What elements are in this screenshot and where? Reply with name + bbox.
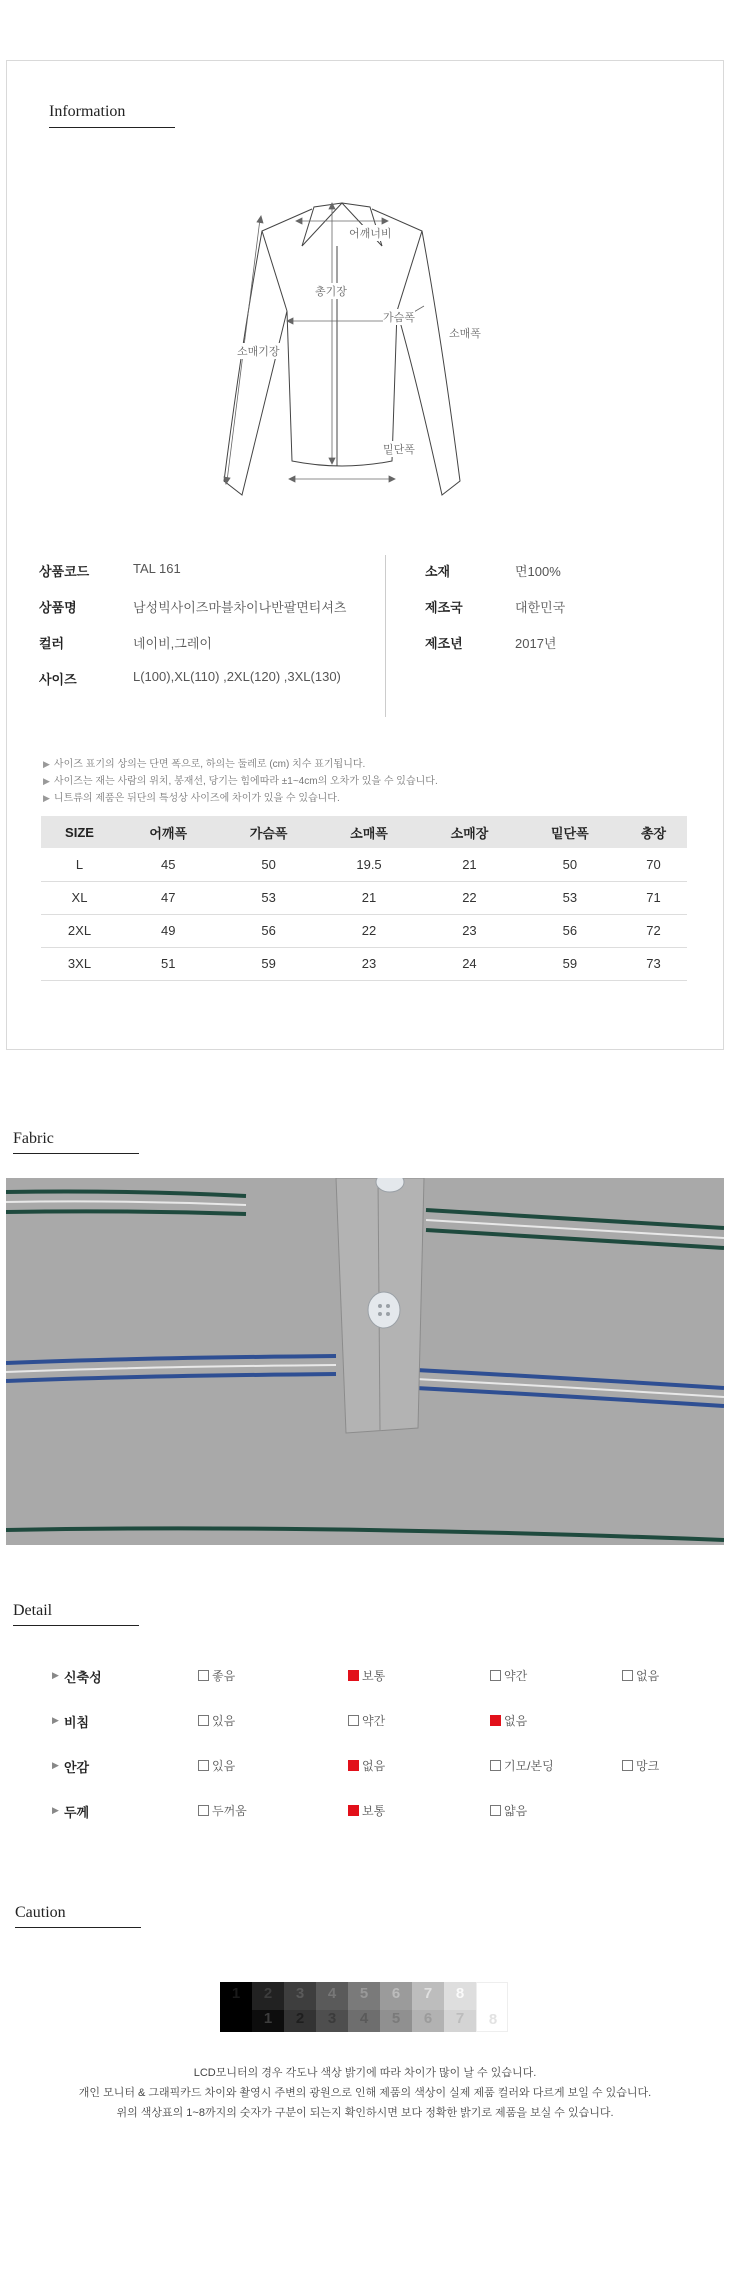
triangle-icon: ▶ bbox=[52, 1715, 59, 1725]
option-label: 망크 bbox=[636, 1759, 660, 1773]
spec-value: L(100),XL(110) ,2XL(120) ,3XL(130) bbox=[133, 669, 341, 684]
size-note bbox=[43, 755, 365, 770]
spec-label: 제조국 bbox=[425, 600, 463, 615]
swatch-cell bbox=[380, 1982, 412, 2032]
table-cell: 50 bbox=[520, 848, 620, 881]
label-sleeve-width: 소매폭 bbox=[449, 325, 481, 341]
header-cell: 총장 bbox=[620, 816, 687, 848]
size-note-text: 사이즈는 재는 사람의 위치, 봉재선, 당기는 힘에따라 ±1~4cm의 오차가 있을 수 있습니다. bbox=[53, 776, 438, 787]
swatch-number: 6 bbox=[391, 1985, 401, 2002]
size-note-text: 니트류의 제품은 뒤단의 특성상 사이즈에 차이가 있을 수 있습니다. bbox=[53, 793, 340, 804]
table-row bbox=[41, 848, 687, 881]
option-checkbox[interactable] bbox=[490, 1757, 554, 1774]
triangle-icon: ▶ bbox=[43, 759, 50, 769]
triangle-icon: ▶ bbox=[52, 1670, 59, 1680]
size-table bbox=[41, 816, 687, 981]
label-shoulder: 어깨너비 bbox=[347, 225, 394, 241]
spec-value: 남성빅사이즈마블차이나반팔면티셔츠 bbox=[133, 600, 347, 615]
table-cell: 72 bbox=[620, 914, 687, 947]
fabric-title-underline bbox=[13, 1153, 139, 1154]
spec-value: 면100% bbox=[515, 564, 561, 579]
option-checkbox[interactable] bbox=[198, 1712, 235, 1729]
option-checkbox[interactable] bbox=[348, 1712, 385, 1729]
spec-value: 2017년 bbox=[515, 636, 557, 651]
swatch-number: 7 bbox=[423, 1985, 433, 2002]
information-title-underline bbox=[49, 127, 175, 128]
option-label: 없음 bbox=[636, 1669, 660, 1683]
spec-label: 상품명 bbox=[39, 600, 77, 615]
option-checkbox[interactable] bbox=[490, 1802, 527, 1819]
table-cell: 70 bbox=[620, 848, 687, 881]
table-cell: 59 bbox=[218, 947, 318, 980]
size-note bbox=[43, 772, 438, 787]
swatch-cell bbox=[348, 1982, 380, 2032]
swatch-cell bbox=[252, 1982, 284, 2032]
table-cell: 24 bbox=[419, 947, 519, 980]
detail-label: 두께 bbox=[64, 1805, 90, 1820]
table-cell: L bbox=[41, 848, 118, 881]
table-cell: XL bbox=[41, 881, 118, 914]
option-label: 없음 bbox=[504, 1714, 528, 1728]
detail-label: 비침 bbox=[64, 1715, 90, 1730]
spec-label: 제조년 bbox=[425, 636, 463, 651]
option-checkbox[interactable] bbox=[490, 1667, 527, 1684]
option-label: 있음 bbox=[212, 1714, 236, 1728]
table-cell: 49 bbox=[118, 914, 218, 947]
option-label: 얇음 bbox=[504, 1804, 528, 1818]
table-cell: 56 bbox=[218, 914, 318, 947]
table-row bbox=[41, 947, 687, 980]
header-cell: 어깨폭 bbox=[118, 816, 218, 848]
table-cell: 23 bbox=[419, 914, 519, 947]
table-row bbox=[41, 914, 687, 947]
spec-value: 네이비,그레이 bbox=[133, 636, 212, 651]
option-checkbox[interactable] bbox=[622, 1667, 659, 1684]
table-cell: 21 bbox=[419, 848, 519, 881]
option-checkbox[interactable] bbox=[490, 1712, 527, 1729]
table-cell: 3XL bbox=[41, 947, 118, 980]
detail-label: 안감 bbox=[64, 1760, 90, 1775]
table-cell: 47 bbox=[118, 881, 218, 914]
swatch-cell bbox=[412, 1982, 444, 2032]
spec-label: 사이즈 bbox=[39, 672, 77, 687]
swatch-number: 3 bbox=[295, 1985, 305, 2002]
table-cell: 56 bbox=[520, 914, 620, 947]
swatch-number: 2 bbox=[263, 1985, 273, 2002]
option-checkbox[interactable] bbox=[198, 1667, 235, 1684]
caution-text: 위의 색상표의 1~8까지의 숫자가 구분이 되는지 확인하시면 보다 정확한 밝기로 제품을 보실 수 있습니다. bbox=[116, 2107, 614, 2119]
information-title: Information bbox=[49, 103, 126, 120]
header-cell: SIZE bbox=[41, 816, 118, 848]
swatch-cell bbox=[316, 1982, 348, 2032]
option-checkbox[interactable] bbox=[622, 1757, 659, 1774]
swatch-number: 2 bbox=[284, 2010, 316, 2032]
table-cell: 22 bbox=[419, 881, 519, 914]
label-sleeve-length: 소매기장 bbox=[237, 343, 280, 359]
swatch-cell bbox=[476, 1982, 508, 2032]
option-label: 보통 bbox=[362, 1804, 386, 1818]
option-label: 있음 bbox=[212, 1759, 236, 1773]
fabric-texture bbox=[6, 1178, 724, 1545]
option-checkbox[interactable] bbox=[348, 1667, 385, 1684]
spec-value: TAL 161 bbox=[133, 561, 181, 576]
option-label: 없음 bbox=[362, 1759, 386, 1773]
swatch-cell bbox=[284, 1982, 316, 2032]
option-checkbox[interactable] bbox=[198, 1802, 247, 1819]
shirt-measurement-diagram bbox=[202, 161, 542, 561]
option-label: 약간 bbox=[504, 1669, 528, 1683]
table-cell: 23 bbox=[319, 947, 419, 980]
header-cell: 가슴폭 bbox=[218, 816, 318, 848]
table-cell: 53 bbox=[520, 881, 620, 914]
brightness-swatch bbox=[220, 1982, 508, 2032]
table-cell: 19.5 bbox=[319, 848, 419, 881]
swatch-number: 5 bbox=[380, 2010, 412, 2032]
triangle-icon: ▶ bbox=[52, 1760, 59, 1770]
swatch-number: 4 bbox=[327, 1985, 337, 2002]
caution-text: 개인 모니터 & 그래픽카드 차이와 촬영시 주변의 광원으로 인해 제품의 색상이 실제 제품 컬러와 다르게 보일 수 있습니다. bbox=[78, 2087, 652, 2099]
swatch-number: 8 bbox=[455, 1985, 465, 2002]
fabric-title: Fabric bbox=[13, 1130, 54, 1147]
option-label: 좋음 bbox=[212, 1669, 236, 1683]
option-label: 기모/본딩 bbox=[504, 1759, 554, 1773]
table-cell: 53 bbox=[218, 881, 318, 914]
spec-value: 대한민국 bbox=[515, 600, 566, 615]
table-cell: 71 bbox=[620, 881, 687, 914]
size-table-header bbox=[41, 816, 687, 848]
detail-title-underline bbox=[13, 1625, 139, 1626]
triangle-icon: ▶ bbox=[52, 1805, 59, 1815]
swatch-number: 6 bbox=[412, 2010, 444, 2032]
table-cell: 21 bbox=[319, 881, 419, 914]
table-cell: 50 bbox=[218, 848, 318, 881]
triangle-icon: ▶ bbox=[43, 776, 50, 786]
detail-label: 신축성 bbox=[64, 1670, 102, 1685]
header-cell: 소매폭 bbox=[319, 816, 419, 848]
swatch-cell bbox=[444, 1982, 476, 2032]
swatch-cell bbox=[220, 1982, 252, 2032]
spec-label: 소재 bbox=[425, 564, 451, 579]
triangle-icon: ▶ bbox=[43, 793, 50, 803]
option-checkbox[interactable] bbox=[198, 1757, 235, 1774]
header-cell: 밑단폭 bbox=[520, 816, 620, 848]
option-label: 두꺼움 bbox=[212, 1804, 247, 1818]
size-note-text: 사이즈 표기의 상의는 단면 폭으로, 하의는 둘레로 (cm) 치수 표기됩니다. bbox=[53, 759, 366, 770]
option-checkbox[interactable] bbox=[348, 1757, 385, 1774]
option-checkbox[interactable] bbox=[348, 1802, 385, 1819]
caution-text: LCD모니터의 경우 각도나 색상 밝기에 따라 차이가 많이 날 수 있습니다. bbox=[193, 2067, 537, 2079]
table-row bbox=[41, 881, 687, 914]
table-cell: 51 bbox=[118, 947, 218, 980]
fabric-closeup-image bbox=[6, 1178, 724, 1545]
table-cell: 22 bbox=[319, 914, 419, 947]
swatch-number: 7 bbox=[444, 2010, 476, 2032]
swatch-number: 3 bbox=[316, 2010, 348, 2032]
information-section bbox=[6, 60, 724, 1050]
spec-label: 상품코드 bbox=[39, 564, 90, 579]
caution-title-underline bbox=[15, 1927, 141, 1928]
header-cell: 소매장 bbox=[419, 816, 519, 848]
size-note bbox=[43, 789, 340, 804]
swatch-number: 1 bbox=[231, 1985, 241, 2002]
swatch-number: 4 bbox=[348, 2010, 380, 2032]
label-hem: 밑단폭 bbox=[383, 441, 415, 457]
spec-label: 컬러 bbox=[39, 636, 65, 651]
spec-divider bbox=[385, 555, 386, 717]
table-cell: 59 bbox=[520, 947, 620, 980]
detail-title: Detail bbox=[13, 1602, 53, 1619]
option-label: 약간 bbox=[362, 1714, 386, 1728]
swatch-number: 8 bbox=[488, 2011, 498, 2028]
option-label: 보통 bbox=[362, 1669, 386, 1683]
caution-title: Caution bbox=[15, 1904, 66, 1921]
label-chest: 가슴폭 bbox=[383, 309, 415, 325]
label-total-length: 총기장 bbox=[315, 283, 347, 299]
table-cell: 45 bbox=[118, 848, 218, 881]
swatch-number: 1 bbox=[252, 2010, 284, 2032]
swatch-number: 5 bbox=[359, 1985, 369, 2002]
table-cell: 73 bbox=[620, 947, 687, 980]
table-cell: 2XL bbox=[41, 914, 118, 947]
